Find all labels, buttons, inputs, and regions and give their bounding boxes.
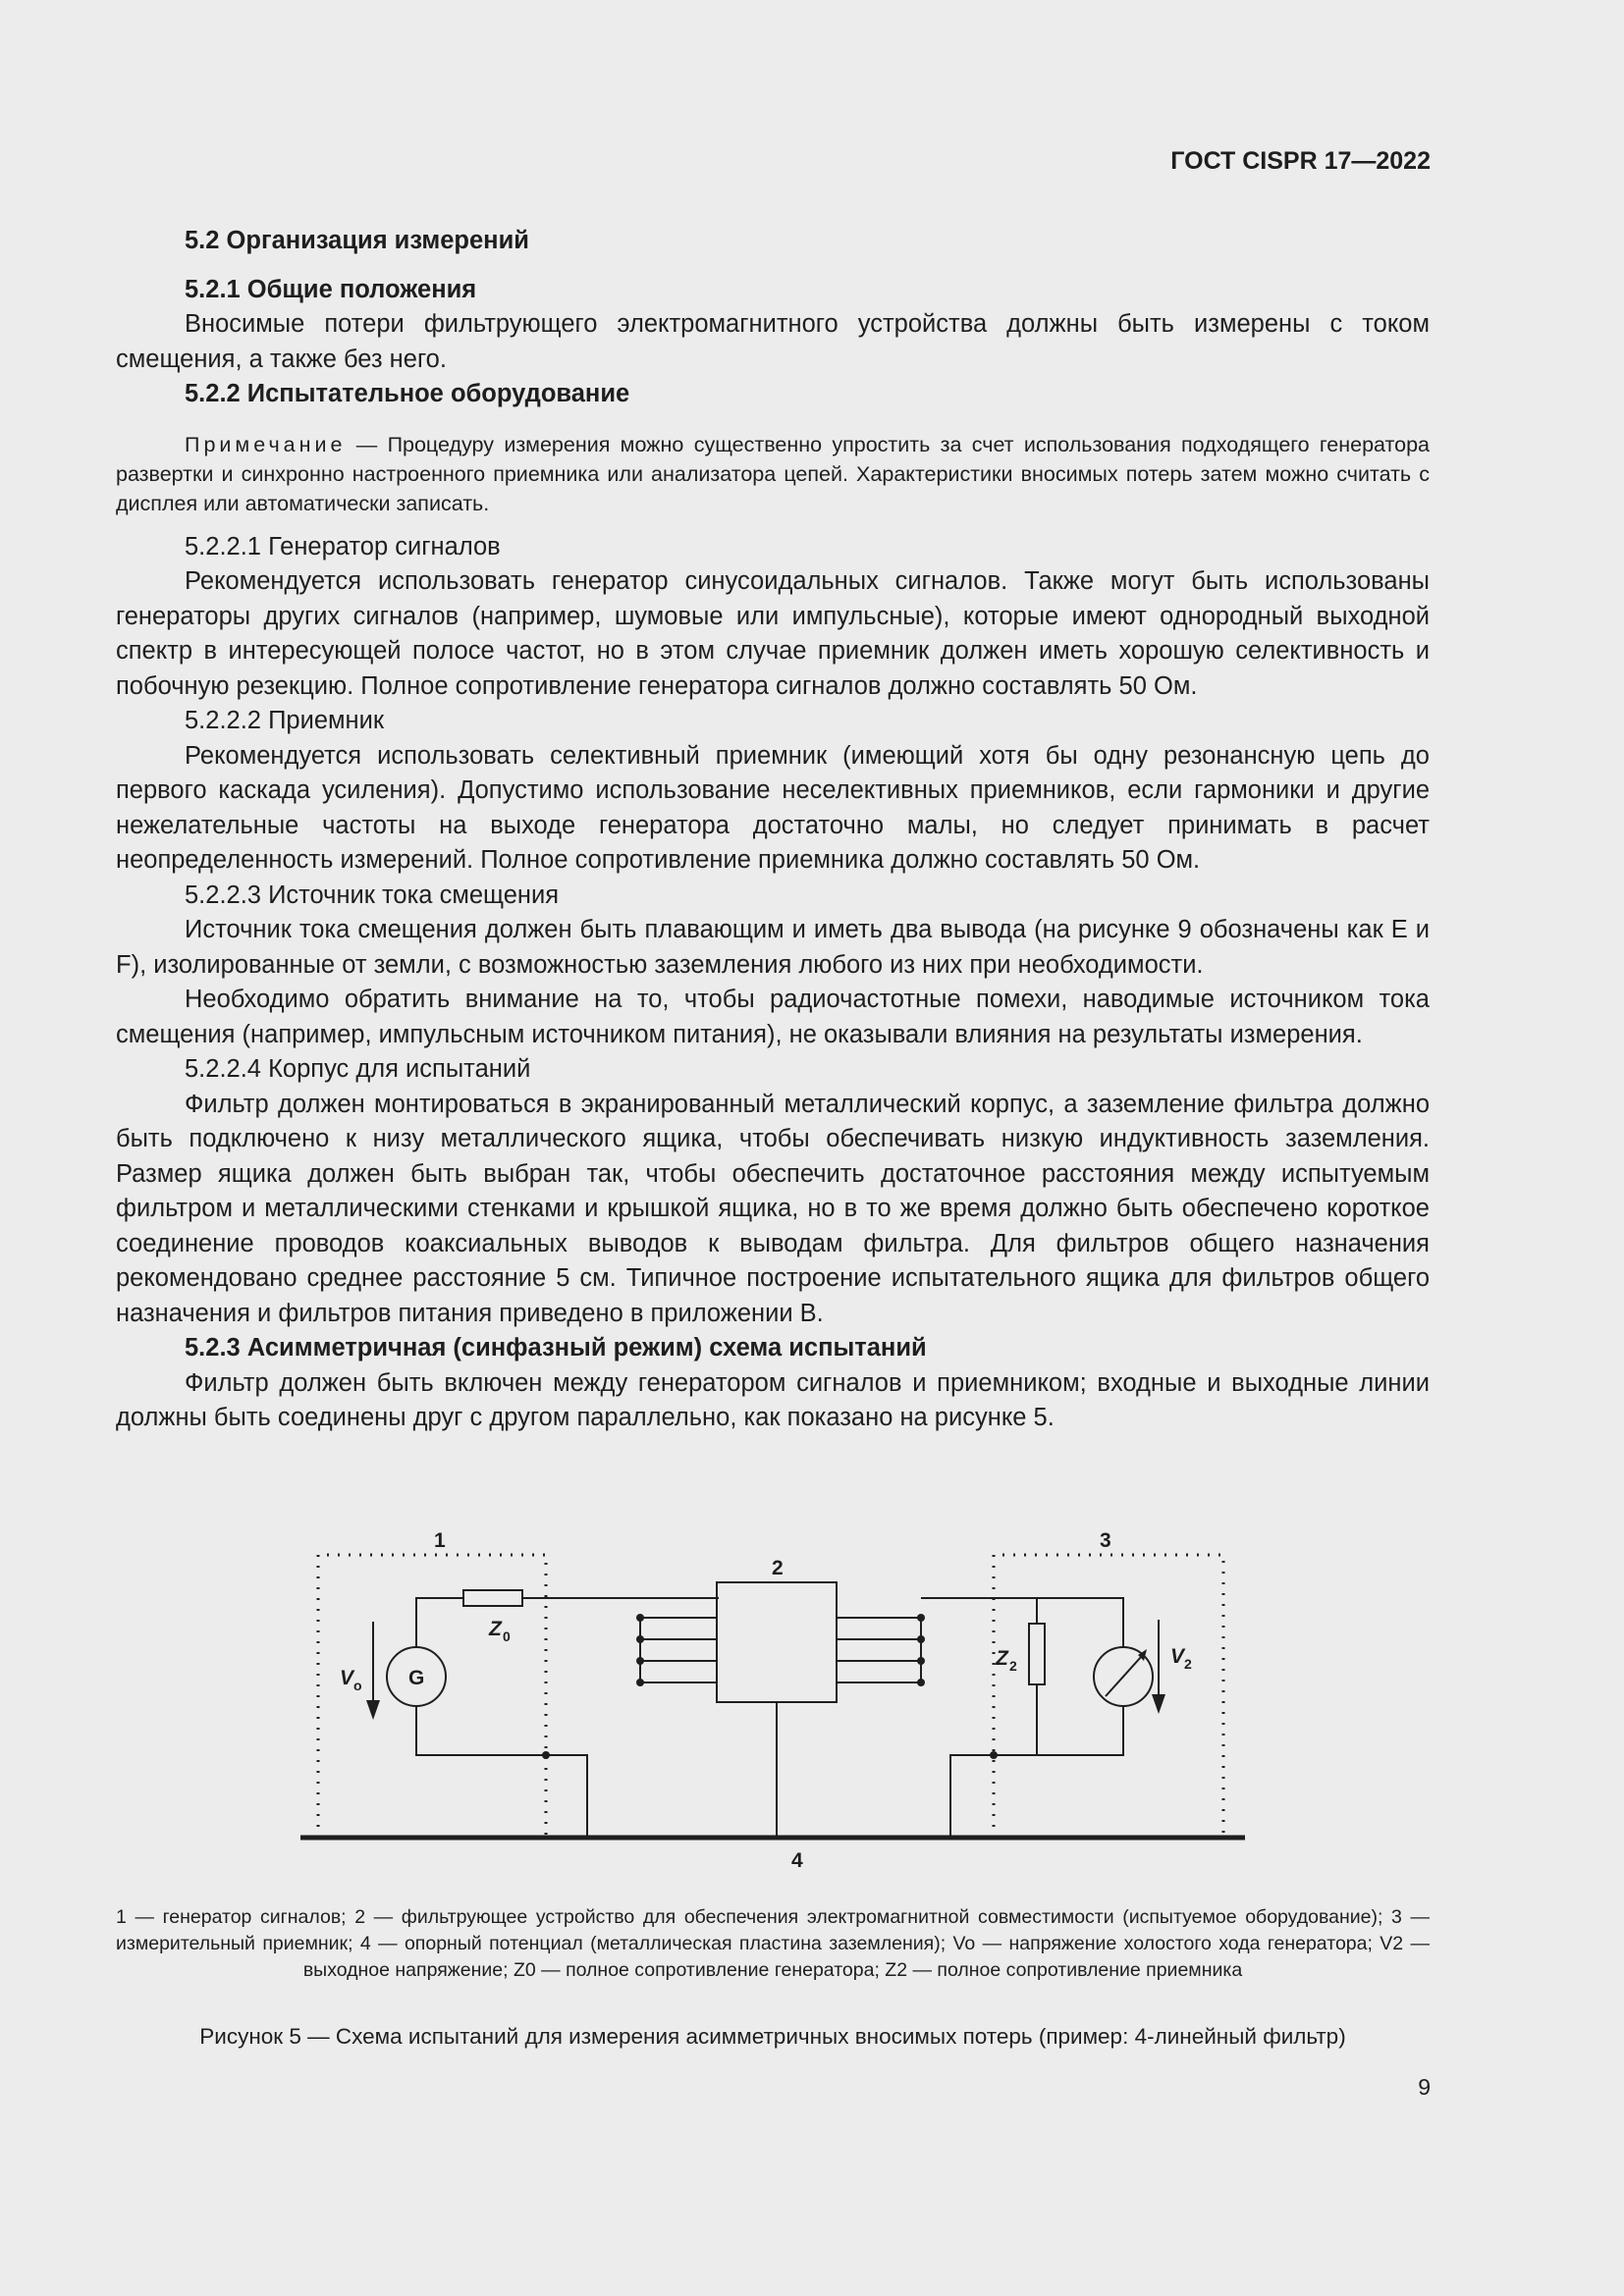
heading-5-2: 5.2 Организация измерений — [185, 227, 529, 254]
figure-5-circuit-diagram — [291, 1522, 1253, 1875]
filter-device-box — [717, 1582, 837, 1702]
label-2: 2 — [772, 1557, 784, 1579]
v2-label: V — [1170, 1645, 1185, 1668]
z0-resistor — [463, 1590, 522, 1606]
page-number: 9 — [1418, 2074, 1431, 2100]
z0-label: Z — [489, 1618, 502, 1640]
body-text — [116, 224, 1430, 1436]
heading-5-2-1: 5.2.1 Общие положения — [185, 275, 477, 303]
junction-dot — [990, 1751, 998, 1759]
junction-dot — [917, 1635, 925, 1643]
paragraph-5-2-2-2: Рекомендуется использовать селективный приемник (имеющий хотя бы одну резонансную цепь до первого каскада усиления). Допустимо использование неселективных приемников, если гармоники и другие нежелательные частоты на выходе генератора достаточно малы, но следует принимать в расчет неопределенность измерений. Полное сопротивление приемника должно составлять 50 Ом. — [116, 741, 1430, 874]
label-1: 1 — [434, 1529, 446, 1552]
heading-5-2-2: 5.2.2 Испытательное оборудование — [185, 380, 630, 407]
heading-5-2-2-3: 5.2.2.3 Источник тока смещения — [185, 881, 560, 909]
wire-bottom-left — [416, 1706, 587, 1838]
junction-dot — [917, 1679, 925, 1686]
v2-subscript: 2 — [1184, 1656, 1192, 1672]
z2-resistor — [1029, 1624, 1045, 1684]
junction-dot — [917, 1614, 925, 1622]
paragraph-5-2-1: Вносимые потери фильтрующего электромагнитного устройства должны быть измерены с током смещения, а также без него. — [116, 310, 1430, 373]
z2-subscript: 2 — [1009, 1658, 1017, 1674]
figure-legend: 1 — генератор сигналов; 2 — фильтрующее устройство для обеспечения электромагнитной совместимости (испытуемое оборудование); 3 — измерительный приемник; 4 — опорный потенциал (металлическая пластина заземления); Vo — напряжение холостого хода генератора; V2 — выходное напряжение; Z0 — полное сопротивление генератора; Z2 — полное сопротивление приемника — [116, 1906, 1430, 1981]
junction-dot — [636, 1679, 644, 1686]
heading-5-2-2-4: 5.2.2.4 Корпус для испытаний — [185, 1055, 531, 1083]
paragraph-5-2-3: Фильтр должен быть включен между генератором сигналов и приемником; входные и выходные линии должны быть соединены друг с другом параллельно, как показано на рисунке 5. — [116, 1368, 1430, 1431]
generator-label: G — [408, 1667, 425, 1689]
z0-subscript: 0 — [503, 1629, 511, 1644]
paragraph-5-2-2-4: Фильтр должен монтироваться в экранированный металлический корпус, а заземление фильтра должно быть подключено к низу металлического ящика, чтобы обеспечивать низкую индуктивность заземления. Размер ящика должен быть выбран так, чтобы обеспечить достаточное расстояния между испытуемым фильтром и металлическими стенками и крышкой ящика, но в то же время должно быть обеспечено короткое соединение проводов коаксиальных выводов к выводам фильтра. Для фильтров общего назначения рекомендовано среднее расстояние 5 см. Типичное построение испытательного ящика для фильтров общего назначения и фильтров питания приведено в приложении В. — [116, 1090, 1430, 1327]
circuit-svg — [291, 1522, 1253, 1875]
vo-label: V — [340, 1667, 354, 1689]
heading-5-2-2-1: 5.2.2.1 Генератор сигналов — [185, 532, 501, 561]
z2-label: Z — [996, 1647, 1008, 1670]
junction-dot — [636, 1635, 644, 1643]
vo-arrowhead — [366, 1700, 380, 1720]
note-label: Примечание — [185, 432, 347, 456]
note-text: — Процедуру измерения можно существенно упростить за счет использования подходящего генератора развертки и синхронно настроенного приемника или анализатора цепей. Характеристики вносимых потерь затем можно считать с дисплея или автоматически записать. — [116, 432, 1430, 515]
junction-dot — [542, 1751, 550, 1759]
paragraph-5-2-2-1: Рекомендуется использовать генератор синусоидальных сигналов. Также могут быть использованы генераторы других сигналов (например, шумовые или импульсные), которые имеют однородный выходной спектр в интересующей полосе частот, но в этом случае приемник должен иметь хорошую селективность и побочную резекцию. Полное сопротивление генератора сигналов должно составлять 50 Ом. — [116, 567, 1430, 700]
note — [116, 430, 1430, 518]
wire-top-right — [921, 1598, 1123, 1647]
junction-dot — [636, 1614, 644, 1622]
paragraph-5-2-2-3b: Необходимо обратить внимание на то, чтобы радиочастотные помехи, наводимые источником тока смещения (например, импульсным источником питания), не оказывали влияния на результаты измерения. — [116, 986, 1430, 1048]
label-3: 3 — [1100, 1529, 1111, 1552]
meter-needle — [1106, 1657, 1141, 1696]
heading-5-2-3: 5.2.3 Асимметричная (синфазный режим) схема испытаний — [185, 1334, 927, 1362]
filter-input-lines — [640, 1618, 717, 1682]
junction-dot — [636, 1657, 644, 1665]
vo-subscript: o — [353, 1678, 362, 1693]
paragraph-5-2-2-3a: Источник тока смещения должен быть плавающим и иметь два вывода (на рисунке 9 обозначены как E и F), изолированные от земли, с возможностью заземления любого из них при необходимости. — [116, 916, 1430, 979]
figure-caption: Рисунок 5 — Схема испытаний для измерения асимметричных вносимых потерь (пример: 4-линейный фильтр) — [199, 2024, 1346, 2049]
junction-dot — [917, 1657, 925, 1665]
document-id: ГОСТ CISPR 17—2022 — [1170, 147, 1431, 175]
v2-arrowhead — [1152, 1694, 1165, 1714]
label-4: 4 — [791, 1849, 803, 1872]
filter-output-lines — [837, 1618, 921, 1682]
heading-5-2-2-2: 5.2.2.2 Приемник — [185, 707, 385, 734]
